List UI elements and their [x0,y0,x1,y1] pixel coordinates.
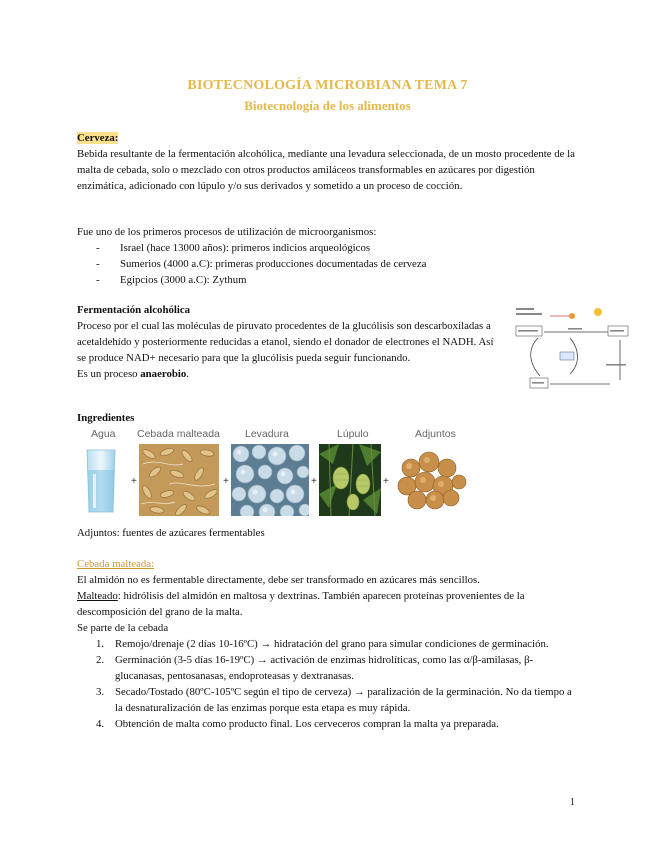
plus-sign: + [131,476,137,487]
anaerobic-suffix: . [186,368,189,380]
yeast-image [231,444,309,516]
fermentacion-heading: Fermentación alcohólica [77,304,191,316]
cerveza-section [77,130,577,194]
hops-image [319,444,381,516]
step-text: Secado/Tostado (80ºC-105ºC según el tipo de cerveza) → paralización de la germinación. No da tiempo a la desnaturalización de las enzimas porque esta etapa es muy rápida. [115,686,572,714]
step-number: 3. [96,686,105,698]
fermentacion-section [77,302,502,382]
anaerobic-prefix: Es un proceso [77,368,141,380]
cerveza-definition: Bebida resultante de la fermentación alcohólica, mediante una levadura seleccionada, de un mosto procedente de la malta de cebada, solo o mezclado con otros productos amiláceos transformables en azúcares por digestión enzimática, adicionado con lúpulo y/o sus derivados y sometido a un proceso de cocción. [77,148,575,192]
cebada-heading: Cebada malteada: [77,558,155,570]
step-number: 2. [96,654,105,666]
diagram-arrows [531,316,620,384]
cebada-line1: El almidón no es fermentable directamente, debe ser transformado en azúcares más sencillos. [77,574,480,586]
anaerobic-word: anaerobio [140,368,187,380]
ingredient-label: Agua [91,428,116,440]
list-item [77,684,579,716]
step-text: Obtención de malta como producto final. Los cerveceros compran la malta ya preparada. [115,718,499,730]
malting-steps [77,636,579,732]
cebada-section [77,556,579,732]
step-number: 4. [96,718,105,730]
list-item: - Sumerios (4000 a.C): primeras producciones documentadas de cerveza [77,256,577,272]
plus-sign: + [311,476,317,487]
list-item: - Israel (hace 13000 años): primeros indicios arqueológicos [77,240,577,256]
malteado-paragraph [77,588,579,620]
fermentation-diagram [510,302,630,392]
document-title: BIOTECNOLOGÍA MICROBIANA TEMA 7 [187,78,468,93]
diagram-box [560,352,574,360]
plus-sign: + [223,476,229,487]
malted-barley-image [139,444,219,516]
adjuncts-image [395,444,467,516]
parte-line: Se parte de la cebada [77,622,169,634]
ingredient-label: Lúpulo [337,428,369,440]
water-glass-image [81,444,121,516]
page-number: 1 [570,797,575,808]
diagram-dot [594,308,602,316]
list-item: - Egipcios (3000 a.C): Zythum [77,272,577,288]
cerveza-heading: Cerveza: [77,132,119,144]
step-text: Germinación (3-5 días 16-19ºC) → activación de enzimas hidrolíticas, como las α/β-amilasas, β-glucanasas, pentosanasas, endoproteasas y dextranasas. [115,654,534,682]
ingredient-label: Levadura [245,428,289,440]
document-subtitle: Biotecnología de los alimentos [244,98,411,113]
ingredient-label: Adjuntos [415,428,456,440]
ingredient-label: Cebada malteada [137,428,220,440]
malteado-term: Malteado [77,590,118,602]
ingredients-figure [77,428,477,520]
ingredientes-heading: Ingredientes [77,412,135,424]
list-item [77,716,579,732]
adjuntos-note: Adjuntos: fuentes de azúcares fermentables [77,527,265,539]
fermentacion-text: Proceso por el cual las moléculas de piruvato procedentes de la glucólisis son descarboxiladas a acetaldehído y posteriormente reducidas a etanol, siendo el donador de electrones el NADH. Así se produce NAD+ necesario para que la glucólisis pueda seguir funcionando. [77,320,494,364]
diagram-dot [569,313,575,319]
plus-sign: + [383,476,389,487]
list-item [77,636,579,652]
malteado-text: : hidrólisis del almidón en maltosa y dextrinas. También aparecen proteínas provenientes de la descomposición del grano de la malta. [77,590,525,618]
history-list [77,240,577,288]
history-intro: Fue uno de los primeros procesos de utilización de microorganismos: [77,226,377,238]
anaerobic-line [77,366,502,382]
history-section [77,224,577,288]
ingredientes-section [77,410,577,426]
list-item [77,652,579,684]
step-text: Remojo/drenaje (2 días 10-16ºC) → hidratación del grano para simular condiciones de germinación. [115,638,549,650]
step-number: 1. [96,638,105,650]
